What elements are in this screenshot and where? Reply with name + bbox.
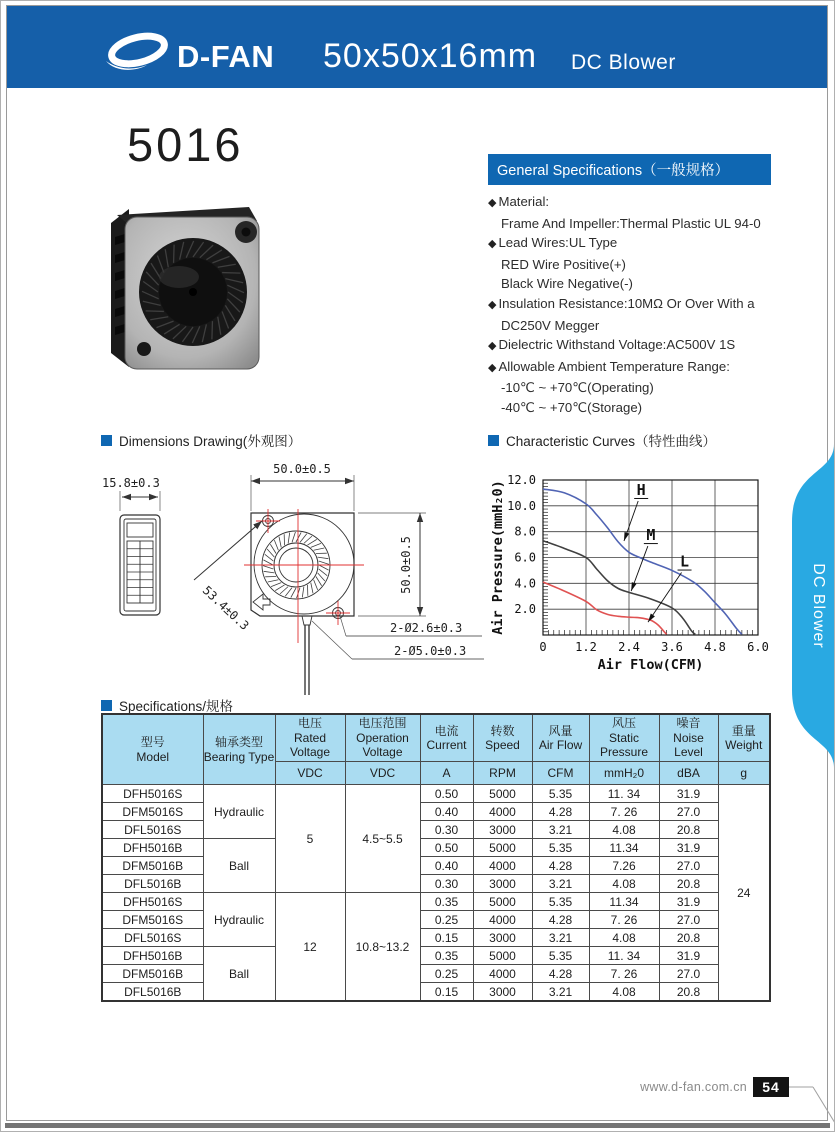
- blade-line: [300, 534, 307, 543]
- cell-speed: 4000: [473, 965, 532, 983]
- cell-noise: 27.0: [659, 857, 718, 875]
- col-unit-noise: dBA: [659, 762, 718, 785]
- blade-line: [308, 539, 317, 545]
- cell-rated_voltage-merged: 5: [275, 785, 345, 893]
- blade-line: [280, 587, 288, 594]
- spec-item: [488, 192, 771, 214]
- cell-static_pressure: 7.26: [589, 857, 659, 875]
- blade-line: [285, 588, 292, 597]
- x-tick-label: 3.6: [661, 640, 683, 654]
- cell-static_pressure: 4.08: [589, 821, 659, 839]
- col-header-rated_voltage: 电压 Rated Voltage: [275, 714, 345, 762]
- cell-air_flow: 5.35: [532, 785, 589, 803]
- blade-line: [288, 533, 290, 544]
- section-bullet-icon: [488, 435, 499, 446]
- table-row: [102, 785, 770, 803]
- dim-height-label: 50.0±0.5: [399, 536, 413, 594]
- blade-line: [212, 321, 213, 339]
- cell-model: DFM5016B: [102, 965, 203, 983]
- cell-bearing-merged: Hydraulic: [203, 785, 275, 839]
- side-tab-label: DC Blower: [810, 563, 827, 649]
- blade-line: [292, 532, 295, 542]
- cell-noise: 27.0: [659, 803, 718, 821]
- diamond-bullet-icon: ◆: [488, 238, 497, 251]
- cell-speed: 5000: [473, 839, 532, 857]
- footer-corner-line: [785, 1075, 835, 1127]
- table-row: [102, 821, 770, 839]
- section-title-label: Characteristic Curves（特性曲线）: [506, 434, 717, 449]
- cell-air_flow: 4.28: [532, 803, 589, 821]
- spec-item-continuation: [488, 255, 771, 275]
- cell-noise: 31.9: [659, 947, 718, 965]
- section-title-label: Dimensions Drawing(外观图）: [119, 434, 302, 449]
- blade-line: [263, 566, 273, 569]
- cell-air_flow: 4.28: [532, 857, 589, 875]
- specifications-table: [101, 713, 771, 1002]
- y-tick-label: 12.0: [507, 473, 536, 487]
- cell-noise: 20.8: [659, 983, 718, 1002]
- general-specifications-title: General Specifications（一般规格）: [488, 154, 771, 185]
- model-number-title: 5016: [127, 118, 244, 171]
- blade-line: [291, 588, 296, 598]
- spec-item: [488, 357, 771, 379]
- cell-current: 0.50: [420, 839, 473, 857]
- dim-holes-large-label: 2-Ø5.0±0.3: [394, 644, 467, 658]
- table-row: [102, 911, 770, 929]
- cell-air_flow: 3.21: [532, 929, 589, 947]
- table-row: [102, 929, 770, 947]
- spec-item: [488, 233, 771, 255]
- x-tick-label: 1.2: [575, 640, 597, 654]
- section-title-specifications: [101, 695, 233, 715]
- main-view: [194, 462, 484, 695]
- cell-static_pressure: 7. 26: [589, 803, 659, 821]
- bottom-page-rule: [5, 1123, 830, 1128]
- table-row: [102, 875, 770, 893]
- spec-item-text: -40℃ ~ +70℃(Storage): [501, 399, 643, 415]
- spec-item-text: DC250V Megger: [501, 317, 600, 333]
- cell-static_pressure: 4.08: [589, 875, 659, 893]
- section-bullet-icon: [101, 700, 112, 711]
- cell-model: DFH5016S: [102, 893, 203, 911]
- blade-line: [311, 583, 313, 594]
- y-tick-label: 4.0: [514, 576, 536, 591]
- cell-static_pressure: 4.08: [589, 929, 659, 947]
- y-tick-label: 6.0: [514, 550, 536, 565]
- cell-model: DFM5016B: [102, 857, 203, 875]
- cell-current: 0.35: [420, 947, 473, 965]
- cell-speed: 3000: [473, 821, 532, 839]
- cell-static_pressure: 11. 34: [589, 947, 659, 965]
- spec-item: [488, 335, 771, 357]
- y-tick-label: 8.0: [514, 524, 536, 539]
- blade-line: [271, 583, 281, 587]
- curve-label-arrowhead: [624, 532, 629, 541]
- diamond-bullet-icon: ◆: [488, 340, 497, 353]
- curve-label-arrow-line: [648, 573, 682, 623]
- cell-noise: 20.8: [659, 929, 718, 947]
- diamond-bullet-icon: ◆: [488, 361, 497, 374]
- cell-current: 0.25: [420, 911, 473, 929]
- cell-air_flow: 3.21: [532, 983, 589, 1002]
- cell-operation_voltage-merged: 4.5~5.5: [345, 785, 420, 893]
- brand-logo-swoosh-icon: [103, 30, 173, 74]
- curve-label-L: L: [680, 552, 690, 571]
- table-row: [102, 893, 770, 911]
- curve-M: [543, 541, 695, 635]
- curve-L: [543, 582, 667, 634]
- blade-line: [304, 536, 312, 543]
- cell-noise: 31.9: [659, 893, 718, 911]
- blade-line: [274, 540, 278, 550]
- cell-model: DFL5016S: [102, 929, 203, 947]
- col-header-bearing: 轴承类型 Bearing Type: [203, 714, 275, 785]
- table-row: [102, 965, 770, 983]
- cell-noise: 20.8: [659, 821, 718, 839]
- x-axis-title: Air Flow(CFM): [597, 657, 704, 673]
- cell-current: 0.30: [420, 875, 473, 893]
- spec-item-text: Allowable Ambient Temperature Range:: [498, 358, 730, 374]
- cell-operation_voltage-merged: 10.8~13.2: [345, 893, 420, 1002]
- col-unit-rated_voltage: VDC: [275, 762, 345, 785]
- blade-line: [319, 565, 329, 570]
- footer-website-url: www.d-fan.com.cn: [640, 1080, 747, 1094]
- section-title-dimensions: [101, 430, 301, 450]
- cell-air_flow: 5.35: [532, 947, 589, 965]
- col-unit-weight: g: [718, 762, 770, 785]
- col-unit-speed: RPM: [473, 762, 532, 785]
- blade-line: [319, 569, 328, 576]
- cell-bearing-merged: Ball: [203, 839, 275, 893]
- dim-diagonal-label: 53.4±0.3: [199, 583, 252, 633]
- cell-weight-merged: 24: [718, 785, 770, 1002]
- section-title-label: Specifications/规格: [119, 699, 234, 714]
- spec-item-text: Black Wire Negative(-): [501, 276, 633, 292]
- spec-item-text: Frame And Impeller:Thermal Plastic UL 94-0: [501, 215, 761, 231]
- cell-model: DFH5016B: [102, 947, 203, 965]
- cell-bearing-merged: Ball: [203, 947, 275, 1002]
- cell-current: 0.40: [420, 857, 473, 875]
- col-unit-current: A: [420, 762, 473, 785]
- blade-line: [146, 311, 164, 312]
- cell-model: DFL5016S: [102, 821, 203, 839]
- cell-current: 0.25: [420, 965, 473, 983]
- dim-width-label: 50.0±0.5: [273, 462, 331, 476]
- section-title-curves: [488, 430, 716, 450]
- spec-item-text: RED Wire Positive(+): [501, 256, 626, 272]
- table-row: [102, 839, 770, 857]
- cell-current: 0.35: [420, 893, 473, 911]
- spec-item-continuation: [488, 398, 771, 418]
- blade-line: [302, 587, 304, 598]
- blade-line: [267, 549, 274, 557]
- cell-speed: 3000: [473, 875, 532, 893]
- blade-line: [319, 561, 329, 564]
- blade-line: [222, 273, 240, 274]
- cell-speed: 5000: [473, 947, 532, 965]
- diamond-bullet-icon: ◆: [488, 197, 497, 209]
- col-unit-static_pressure: mmH₂0: [589, 762, 659, 785]
- spec-item: [488, 294, 771, 316]
- cell-air_flow: 4.28: [532, 965, 589, 983]
- spec-item-text: Insulation Resistance:10MΩ Or Over With a: [498, 295, 755, 311]
- cell-static_pressure: 7. 26: [589, 911, 659, 929]
- header-size-title: 50x50x16mm: [323, 37, 538, 75]
- cell-static_pressure: 4.08: [589, 983, 659, 1002]
- curve-label-H: H: [636, 480, 646, 499]
- diamond-bullet-icon: ◆: [488, 298, 497, 311]
- blade-line: [279, 537, 281, 548]
- cell-model: DFL5016B: [102, 983, 203, 1002]
- dim-holes-small-label: 2-Ø2.6±0.3: [390, 621, 463, 635]
- cell-current: 0.30: [420, 821, 473, 839]
- cell-speed: 4000: [473, 857, 532, 875]
- blade-line: [314, 548, 325, 550]
- brand-name: D-FAN: [177, 39, 275, 74]
- blade-line: [174, 245, 175, 263]
- x-tick-label: 6.0: [747, 640, 769, 654]
- x-tick-label: 0: [539, 640, 547, 654]
- cell-static_pressure: 7. 26: [589, 965, 659, 983]
- cell-speed: 5000: [473, 893, 532, 911]
- cell-air_flow: 5.35: [532, 893, 589, 911]
- x-tick-label: 2.4: [618, 640, 640, 654]
- blade-line: [316, 577, 322, 586]
- table-row: [102, 857, 770, 875]
- cell-air_flow: 4.28: [532, 911, 589, 929]
- col-header-current: 电流 Current: [420, 714, 473, 762]
- blade-line: [275, 585, 284, 591]
- cell-static_pressure: 11.34: [589, 893, 659, 911]
- cell-noise: 27.0: [659, 911, 718, 929]
- cell-speed: 5000: [473, 785, 532, 803]
- col-unit-operation_voltage: VDC: [345, 762, 420, 785]
- cell-speed: 3000: [473, 929, 532, 947]
- cell-speed: 4000: [473, 803, 532, 821]
- cell-speed: 4000: [473, 911, 532, 929]
- table-row: [102, 947, 770, 965]
- general-specifications-list: [488, 192, 771, 418]
- cell-model: DFM5016S: [102, 803, 203, 821]
- blade-line: [264, 571, 275, 573]
- blade-line: [314, 580, 318, 590]
- header-bar: [7, 6, 827, 88]
- table-row: [102, 983, 770, 1002]
- curve-label-M: M: [646, 526, 656, 545]
- col-header-noise: 噪音 Noise Level: [659, 714, 718, 762]
- col-header-operation_voltage: 电压范围 Operation Voltage: [345, 714, 420, 762]
- cell-speed: 3000: [473, 983, 532, 1002]
- cell-static_pressure: 11. 34: [589, 785, 659, 803]
- blade-line: [268, 580, 279, 582]
- cell-noise: 31.9: [659, 839, 718, 857]
- cell-model: DFH5016S: [102, 785, 203, 803]
- section-bullet-icon: [101, 435, 112, 446]
- cell-model: DFM5016S: [102, 911, 203, 929]
- blade-line: [270, 544, 276, 553]
- y-tick-label: 10.0: [507, 498, 536, 513]
- spec-item-continuation: [488, 274, 771, 294]
- header-product-type: DC Blower: [571, 51, 676, 74]
- blade-line: [318, 573, 325, 581]
- y-axis-title: Air Pressure(mmH₂0): [490, 480, 506, 635]
- cell-air_flow: 3.21: [532, 821, 589, 839]
- col-header-speed: 转数 Speed: [473, 714, 532, 762]
- characteristic-curves-chart: [488, 453, 793, 688]
- cell-air_flow: 3.21: [532, 875, 589, 893]
- cell-current: 0.15: [420, 983, 473, 1002]
- spec-item-text: Material:: [498, 194, 550, 209]
- cell-bearing-merged: Hydraulic: [203, 893, 275, 947]
- dim-thickness-label: 15.8±0.3: [102, 476, 160, 490]
- cell-model: DFH5016B: [102, 839, 203, 857]
- col-header-model: 型号 Model: [102, 714, 203, 785]
- cell-current: 0.50: [420, 785, 473, 803]
- cell-noise: 20.8: [659, 875, 718, 893]
- blade-line: [263, 560, 273, 565]
- y-tick-label: 2.0: [514, 602, 536, 617]
- dc-blower-side-tab: [784, 444, 834, 768]
- spec-item-continuation: [488, 316, 771, 336]
- blade-line: [318, 557, 329, 559]
- cell-current: 0.40: [420, 803, 473, 821]
- cell-noise: 31.9: [659, 785, 718, 803]
- x-tick-label: 4.8: [704, 640, 726, 654]
- cell-rated_voltage-merged: 12: [275, 893, 345, 1002]
- spec-item-text: Dielectric Withstand Voltage:AC500V 1S: [498, 337, 736, 353]
- general-specifications-panel: [488, 154, 771, 418]
- spec-item-text: Lead Wires:UL Type: [498, 235, 618, 251]
- cell-model: DFL5016B: [102, 875, 203, 893]
- side-view: [102, 476, 160, 615]
- cell-current: 0.15: [420, 929, 473, 947]
- col-header-static_pressure: 风压 Static Pressure: [589, 714, 659, 762]
- page-number-badge: 54: [753, 1077, 789, 1097]
- blade-line: [296, 532, 301, 542]
- product-photo: [107, 197, 267, 377]
- col-unit-air_flow: CFM: [532, 762, 589, 785]
- cell-static_pressure: 11.34: [589, 839, 659, 857]
- spec-item-continuation: [488, 378, 771, 398]
- cell-air_flow: 5.35: [532, 839, 589, 857]
- dimensions-drawing: [96, 453, 488, 701]
- blade-line: [265, 554, 274, 561]
- col-header-weight: 重量 Weight: [718, 714, 770, 762]
- col-header-air_flow: 风量 Air Flow: [532, 714, 589, 762]
- cell-noise: 27.0: [659, 965, 718, 983]
- spec-item-text: -10℃ ~ +70℃(Operating): [501, 380, 654, 396]
- table-row: [102, 803, 770, 821]
- blade-line: [311, 543, 321, 547]
- spec-item-continuation: [488, 214, 771, 234]
